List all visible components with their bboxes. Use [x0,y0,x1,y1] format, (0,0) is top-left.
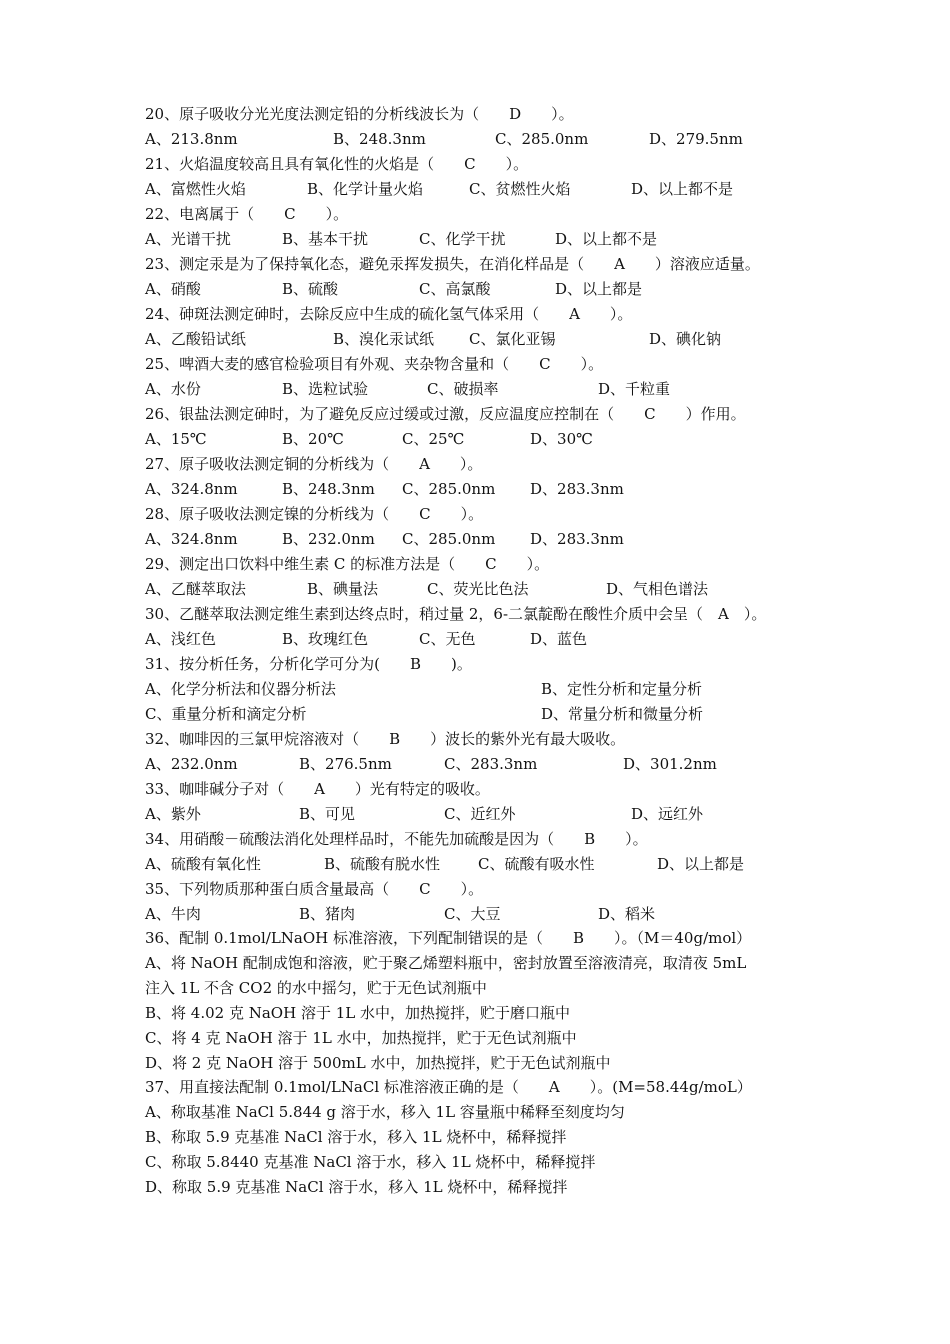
option: A、硝酸 [145,280,201,298]
option: C、无色 [419,630,476,648]
option: C、近红外 [444,805,516,823]
question-stem: 34、用硝酸－硫酸法消化处理样品时，不能先加硫酸是因为（ B ）。 [145,830,648,848]
option: A、光谱干扰 [145,230,231,248]
option: A、浅红色 [145,630,216,648]
option: C、高氯酸 [419,280,491,298]
option: B、玫瑰红色 [282,630,369,648]
option-text: D、称取 5.9 克基准 NaCl 溶于水，移入 1L 烧杯中，稀释搅拌 [145,1178,568,1196]
option: C、破损率 [427,380,499,398]
option-row [145,177,734,201]
option: A、紫外 [145,805,201,823]
option-row [145,802,704,826]
option: A、水份 [145,380,201,398]
question-stem: 37、用直接法配制 0.1mol/LNaCl 标准溶液正确的是（ A ）。(M=58.44g/moL） [145,1078,752,1096]
option: D、气相色谱法 [606,580,709,598]
question-stem: 28、原子吸收法测定镍的分析线为（ C ）。 [145,505,484,523]
option: D、以上都是 [555,280,643,298]
option-text: C、称取 5.8440 克基准 NaCl 溶于水，移入 1L 烧杯中，稀释搅拌 [145,1153,596,1171]
option: C、氯化亚锡 [469,330,556,348]
option: B、硫酸有脱水性 [324,855,441,873]
option-row [145,627,588,651]
option: D、以上都不是 [631,180,734,198]
option-row [145,227,658,251]
option: B、248.3nm [333,130,426,148]
option: B、化学计量火焰 [307,180,424,198]
question-stem: 29、测定出口饮料中维生素 C 的标准方法是（ C ）。 [145,555,550,573]
option: A、232.0nm [145,755,238,773]
option: D、碘化钠 [649,330,722,348]
option: C、大豆 [444,905,501,923]
option: B、碘量法 [307,580,379,598]
question-stem: 24、砷斑法测定砷时，去除反应中生成的硫化氢气体采用（ A ）。 [145,305,633,323]
option: B、定性分析和定量分析 [541,680,703,698]
question-stem: 26、银盐法测定砷时，为了避免反应过缓或过激，反应温度应控制在（ C ）作用。 [145,405,746,423]
option-text: B、称取 5.9 克基准 NaCl 溶于水，移入 1L 烧杯中，稀释搅拌 [145,1128,567,1146]
question-stem: 23、测定汞是为了保持氧化态，避免汞挥发损失，在消化样品是（ A ）溶液应适量。 [145,255,760,273]
option: C、25℃ [402,430,465,448]
option: B、248.3nm [282,480,375,498]
option: C、285.0nm [402,530,496,548]
option: A、324.8nm [145,530,238,548]
option: C、283.3nm [444,755,538,773]
option: B、20℃ [282,430,344,448]
option: D、30℃ [530,430,593,448]
option-row [145,377,671,401]
question-stem: 25、啤酒大麦的感官检验项目有外观、夹杂物含量和（ C ）。 [145,355,604,373]
option: A、213.8nm [145,130,238,148]
option: B、硫酸 [282,280,339,298]
option-row [145,427,593,451]
option: A、硫酸有氧化性 [145,855,261,873]
question-stem: 32、咖啡因的三氯甲烷溶液对（ B ）波长的紫外光有最大吸收。 [145,730,626,748]
option: D、远红外 [631,805,704,823]
option: D、千粒重 [598,380,671,398]
option: C、重量分析和滴定分析 [145,705,307,723]
option: D、稻米 [598,905,656,923]
option: D、279.5nm [649,130,743,148]
option-text: C、将 4 克 NaOH 溶于 1L 水中，加热搅拌，贮于无色试剂瓶中 [145,1029,577,1047]
option: C、285.0nm [402,480,496,498]
option-row [145,702,704,726]
option-row [145,527,624,551]
option-row [145,577,709,601]
option-row [145,677,703,701]
option: D、以上都不是 [555,230,658,248]
option: B、232.0nm [282,530,375,548]
option-row [145,277,643,301]
option-row [145,477,624,501]
option: B、基本干扰 [282,230,369,248]
option-row [145,852,745,876]
option-text: 注入 1L 不含 CO2 的水中摇匀，贮于无色试剂瓶中 [145,979,487,997]
option: D、以上都是 [657,855,745,873]
option: D、蓝色 [530,630,588,648]
option: B、276.5nm [299,755,392,773]
option-row [145,327,722,351]
option: D、283.3nm [530,530,624,548]
option: B、可见 [299,805,356,823]
option: C、285.0nm [495,130,589,148]
option-text: D、将 2 克 NaOH 溶于 500mL 水中，加热搅拌，贮于无色试剂瓶中 [145,1054,611,1072]
option-text: A、将 NaOH 配制成饱和溶液，贮于聚乙烯塑料瓶中，密封放置至溶液清亮，取清夜 5mL [145,954,747,972]
option: C、化学干扰 [419,230,506,248]
option: A、乙酸铅试纸 [145,330,246,348]
question-stem: 30、乙醚萃取法测定维生素到达终点时，稍过量 2，6-二氯靛酚在酸性介质中会呈（ A ）。 [145,605,767,623]
question-stem: 20、原子吸收分光光度法测定铅的分析线波长为（ D ）。 [145,105,574,123]
option: B、选粒试验 [282,380,369,398]
option-text: B、将 4.02 克 NaOH 溶于 1L 水中，加热搅拌，贮于磨口瓶中 [145,1004,570,1022]
question-stem: 33、咖啡碱分子对（ A ）光有特定的吸收。 [145,780,490,798]
option: D、283.3nm [530,480,624,498]
option: A、324.8nm [145,480,238,498]
option: A、乙醚萃取法 [145,580,246,598]
question-stem: 31、按分析任务，分析化学可分为( B )。 [145,655,472,673]
option-row [145,127,743,151]
question-stem: 22、电离属于（ C ）。 [145,205,349,223]
option: B、猪肉 [299,905,356,923]
option-row [145,752,717,776]
option: C、荧光比色法 [427,580,529,598]
option: B、溴化汞试纸 [333,330,435,348]
question-stem: 27、原子吸收法测定铜的分析线为（ A ）。 [145,455,483,473]
option: D、301.2nm [623,755,717,773]
option: C、贫燃性火焰 [469,180,571,198]
question-stem: 35、下列物质那种蛋白质含量最高（ C ）。 [145,880,484,898]
question-stem: 36、配制 0.1mol/LNaOH 标准溶液，下列配制错误的是（ B ）。（M＝40g/mol） [145,929,752,947]
option: C、硫酸有吸水性 [478,855,595,873]
option: A、15℃ [145,430,207,448]
option: A、富燃性火焰 [145,180,246,198]
option: D、常量分析和微量分析 [541,705,704,723]
question-stem: 21、火焰温度较高且具有氧化性的火焰是（ C ）。 [145,155,529,173]
option-row [145,902,656,926]
option: A、牛肉 [145,905,201,923]
option: A、化学分析法和仪器分析法 [145,680,336,698]
option-text: A、称取基准 NaCl 5.844 g 溶于水，移入 1L 容量瓶中稀释至刻度均匀 [145,1103,625,1121]
